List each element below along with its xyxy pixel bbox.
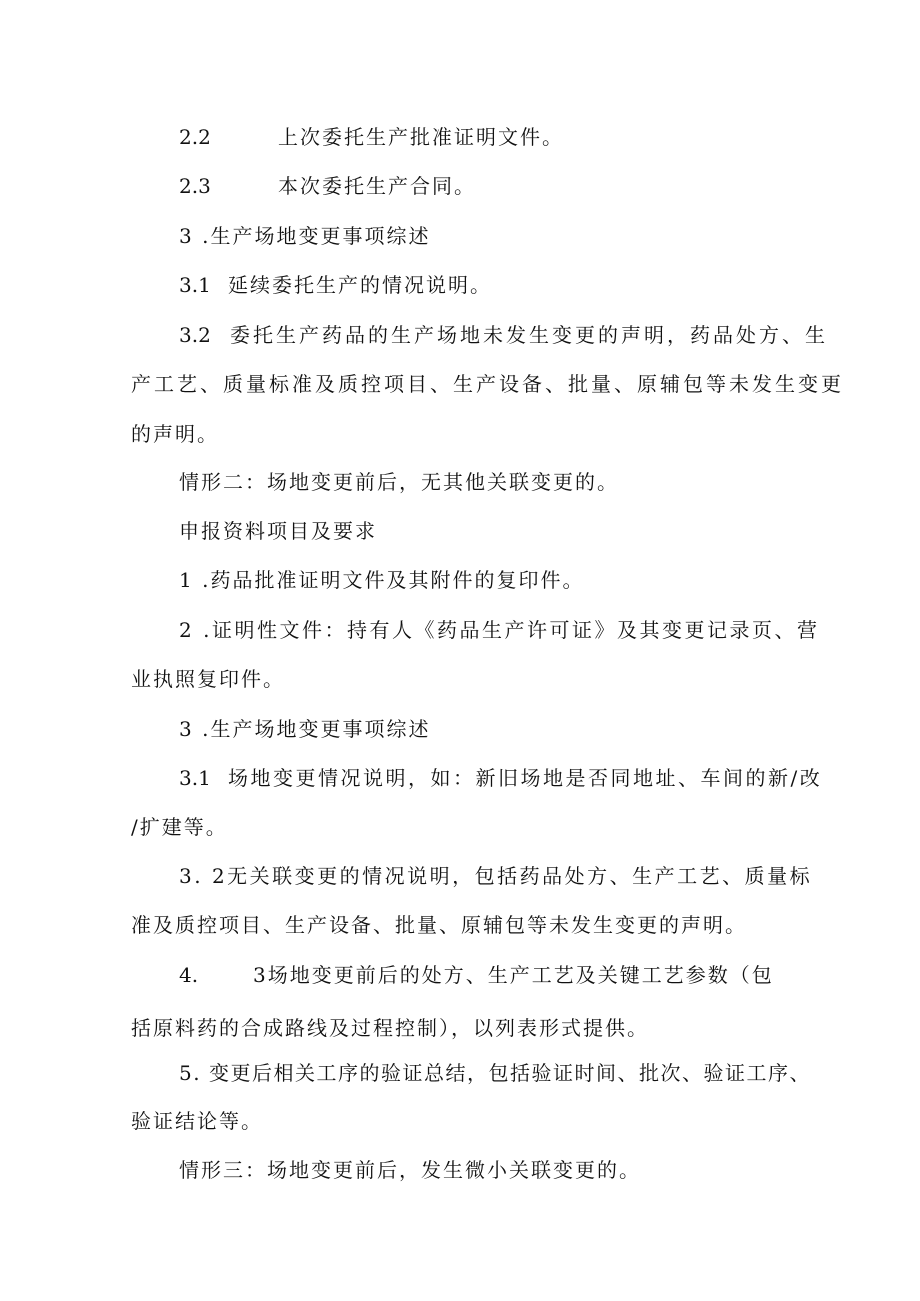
requirement-item-1: 1 .药品批准证明文件及其附件的复印件。 — [179, 568, 585, 592]
paragraph-line: 的声明。 — [131, 422, 219, 446]
paragraph-line: 业执照复印件。 — [131, 667, 285, 691]
item-number: 2.3 — [179, 174, 211, 198]
item-number: 3.1 — [179, 766, 211, 790]
item-number: 3.2 — [179, 323, 211, 347]
requirement-item-5: 5. 变更后相关工序的验证总结，包括验证时间、批次、验证工序、 — [179, 1061, 811, 1085]
paragraph-line: /扩建等。 — [131, 815, 228, 839]
item-text: 上次委托生产批准证明文件。 — [278, 125, 564, 149]
item-number: 4. — [179, 963, 199, 987]
paragraph-line: 准及质控项目、生产设备、批量、原辅包等未发生变更的声明。 — [131, 913, 747, 937]
item-text: 委托生产药品的生产场地未发生变更的声明，药品处方、生 — [230, 323, 828, 347]
item-number: 2.2 — [179, 125, 211, 149]
paragraph-line: 括原料药的合成路线及过程控制），以列表形式提供。 — [131, 1016, 649, 1040]
item-text: 3场地变更前后的处方、生产工艺及关键工艺参数（包 — [253, 963, 774, 987]
section-heading-3: 3 .生产场地变更事项综述 — [179, 224, 431, 248]
item-text: 场地变更情况说明，如：新旧场地是否同地址、车间的新/改 — [228, 766, 823, 790]
item-text: 延续委托生产的情况说明。 — [228, 273, 492, 297]
requirement-item-3: 3 .生产场地变更事项综述 — [179, 717, 431, 741]
case-heading-3: 情形三：场地变更前后，发生微小关联变更的。 — [179, 1158, 641, 1182]
requirement-item-2: 2 .证明性文件：持有人《药品生产许可证》及其变更记录页、营 — [179, 618, 820, 642]
requirements-heading: 申报资料项目及要求 — [179, 519, 377, 543]
paragraph-line: 验证结论等。 — [131, 1109, 263, 1133]
item-3-2-b: 3. 2无关联变更的情况说明，包括药品处方、生产工艺、质量标 — [179, 864, 813, 888]
item-text: 本次委托生产合同。 — [278, 174, 476, 198]
item-number: 3.1 — [179, 273, 211, 297]
case-heading-2: 情形二：场地变更前后，无其他关联变更的。 — [179, 470, 619, 494]
paragraph-line: 产工艺、质量标准及质控项目、生产设备、批量、原辅包等未发生变更 — [131, 372, 844, 396]
